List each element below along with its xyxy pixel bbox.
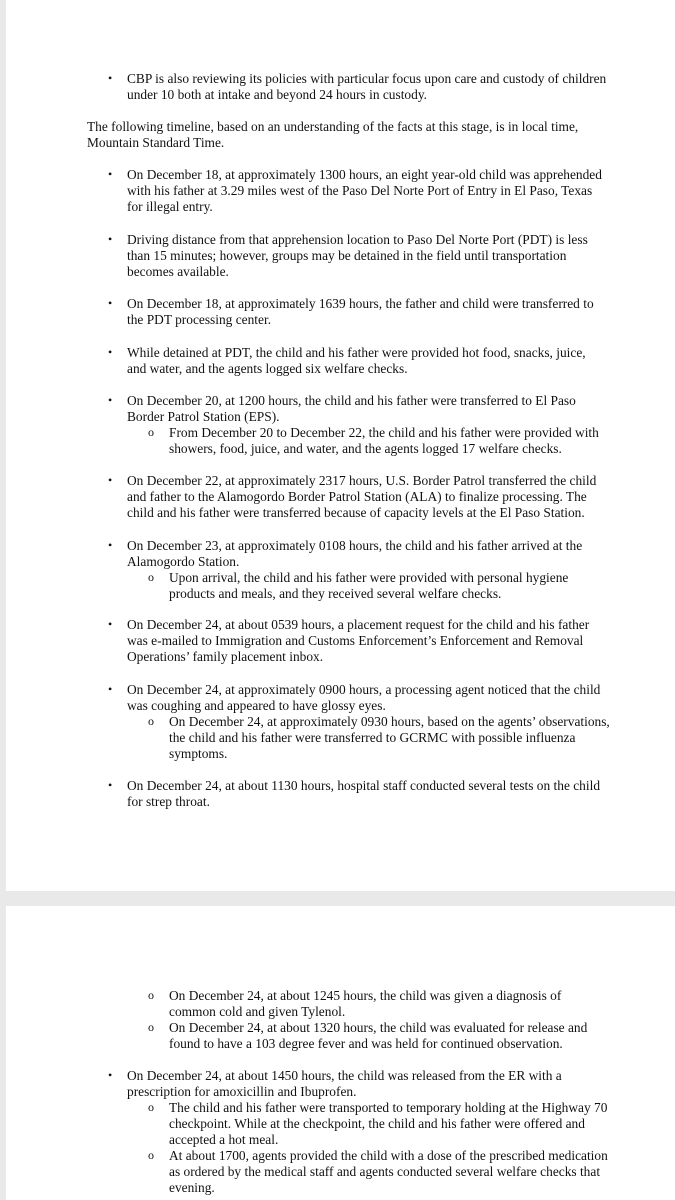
text-line: the child and his father were transferred to GCRMC with possible influenza	[169, 730, 576, 745]
bullet-marker: •	[108, 232, 113, 246]
bullet-marker: •	[108, 617, 113, 631]
bullet-marker: •	[108, 1068, 113, 1082]
text-line: child and his father were transferred because of capacity levels at the El Paso Station.	[127, 505, 585, 520]
text-line: becomes available.	[127, 264, 229, 279]
document-page-2	[6, 906, 675, 1200]
text-line: than 15 minutes; however, groups may be detained in the field until transportation	[127, 248, 567, 263]
text-line: While detained at PDT, the child and his father were provided hot food, snacks, juice,	[127, 345, 586, 360]
text-line: On December 24, at about 0539 hours, a placement request for the child and his father	[127, 617, 590, 632]
text-line: was coughing and appeared to have glossy eyes.	[127, 698, 386, 713]
bullet-marker: •	[108, 538, 113, 552]
text-line: On December 24, at about 1450 hours, the child was released from the ER with a	[127, 1068, 562, 1083]
text-line: with his father at 3.29 miles west of the Paso Del Norte Port of Entry in El Paso, Texas	[127, 183, 593, 198]
text-line: prescription for amoxicillin and Ibuprofen.	[127, 1084, 357, 1099]
text-line: under 10 both at intake and beyond 24 hours in custody.	[127, 87, 427, 102]
text-line: On December 22, at approximately 2317 hours, U.S. Border Patrol transferred the child	[127, 473, 597, 488]
bullet-marker: •	[108, 682, 113, 696]
sub-bullet-marker: o	[148, 714, 154, 728]
bullet-marker: •	[108, 345, 113, 359]
text-line: On December 24, at about 1130 hours, hospital staff conducted several tests on the child	[127, 778, 601, 793]
text-line: From December 20 to December 22, the child and his father were provided with	[169, 425, 599, 440]
text-line: On December 18, at approximately 1300 hours, an eight year-old child was apprehended	[127, 167, 602, 182]
text-line: products and meals, and they received several welfare checks.	[169, 586, 502, 601]
bullet-marker: •	[108, 71, 113, 85]
text-line: On December 20, at 1200 hours, the child and his father were transferred to El Paso	[127, 393, 576, 408]
text-line: CBP is also reviewing its policies with particular focus upon care and custody of children	[127, 71, 607, 86]
text-line: The child and his father were transported to temporary holding at the Highway 70	[169, 1100, 608, 1115]
sub-bullet-marker: o	[148, 1100, 154, 1114]
sub-bullet-marker: o	[148, 988, 154, 1002]
text-line: accepted a hot meal.	[169, 1132, 279, 1147]
text-line: On December 24, at approximately 0930 hours, based on the agents’ observations,	[169, 714, 610, 729]
bullet-marker: •	[108, 296, 113, 310]
text-line: for strep throat.	[127, 794, 210, 809]
text-line: Operations’ family placement inbox.	[127, 649, 324, 664]
text-line: At about 1700, agents provided the child with a dose of the prescribed medication	[169, 1148, 608, 1163]
bullet-marker: •	[108, 167, 113, 181]
text-line: and water, and the agents logged six welfare checks.	[127, 361, 408, 376]
sub-bullet-marker: o	[148, 1148, 154, 1162]
sub-bullet-marker: o	[148, 425, 154, 439]
text-line: Alamogordo Station.	[127, 554, 240, 569]
text-line: evening.	[169, 1180, 215, 1195]
text-line: common cold and given Tylenol.	[169, 1004, 346, 1019]
text-line: Mountain Standard Time.	[87, 135, 225, 150]
sub-bullet-marker: o	[148, 570, 154, 584]
text-line: was e-mailed to Immigration and Customs Enforcement’s Enforcement and Removal	[127, 633, 584, 648]
text-line: and father to the Alamogordo Border Patrol Station (ALA) to finalize processing. The	[127, 489, 587, 504]
text-line: symptoms.	[169, 746, 228, 761]
text-line: found to have a 103 degree fever and was held for continued observation.	[169, 1036, 563, 1051]
text-line: On December 24, at about 1245 hours, the child was given a diagnosis of	[169, 988, 562, 1003]
text-line: On December 24, at about 1320 hours, the child was evaluated for release and	[169, 1020, 588, 1035]
text-line: Border Patrol Station (EPS).	[127, 409, 280, 424]
text-line: checkpoint. While at the checkpoint, the child and his father were offered and	[169, 1116, 585, 1131]
text-line: On December 23, at approximately 0108 hours, the child and his father arrived at the	[127, 538, 583, 553]
sub-bullet-marker: o	[148, 1020, 154, 1034]
text-line: for illegal entry.	[127, 199, 213, 214]
text-line: showers, food, juice, and water, and the agents logged 17 welfare checks.	[169, 441, 562, 456]
document-page-1	[6, 0, 675, 891]
text-line: the PDT processing center.	[127, 312, 272, 327]
text-line: as ordered by the medical staff and agents conducted several welfare checks that	[169, 1164, 601, 1179]
text-line: The following timeline, based on an understanding of the facts at this stage, is in local time,	[87, 119, 579, 134]
bullet-marker: •	[108, 393, 113, 407]
text-line: Driving distance from that apprehension location to Paso Del Norte Port (PDT) is less	[127, 232, 588, 247]
bullet-marker: •	[108, 778, 113, 792]
bullet-marker: •	[108, 473, 113, 487]
text-line: Upon arrival, the child and his father were provided with personal hygiene	[169, 570, 569, 585]
text-line: On December 24, at approximately 0900 hours, a processing agent noticed that the child	[127, 682, 601, 697]
text-line: On December 18, at approximately 1639 hours, the father and child were transferred to	[127, 296, 594, 311]
